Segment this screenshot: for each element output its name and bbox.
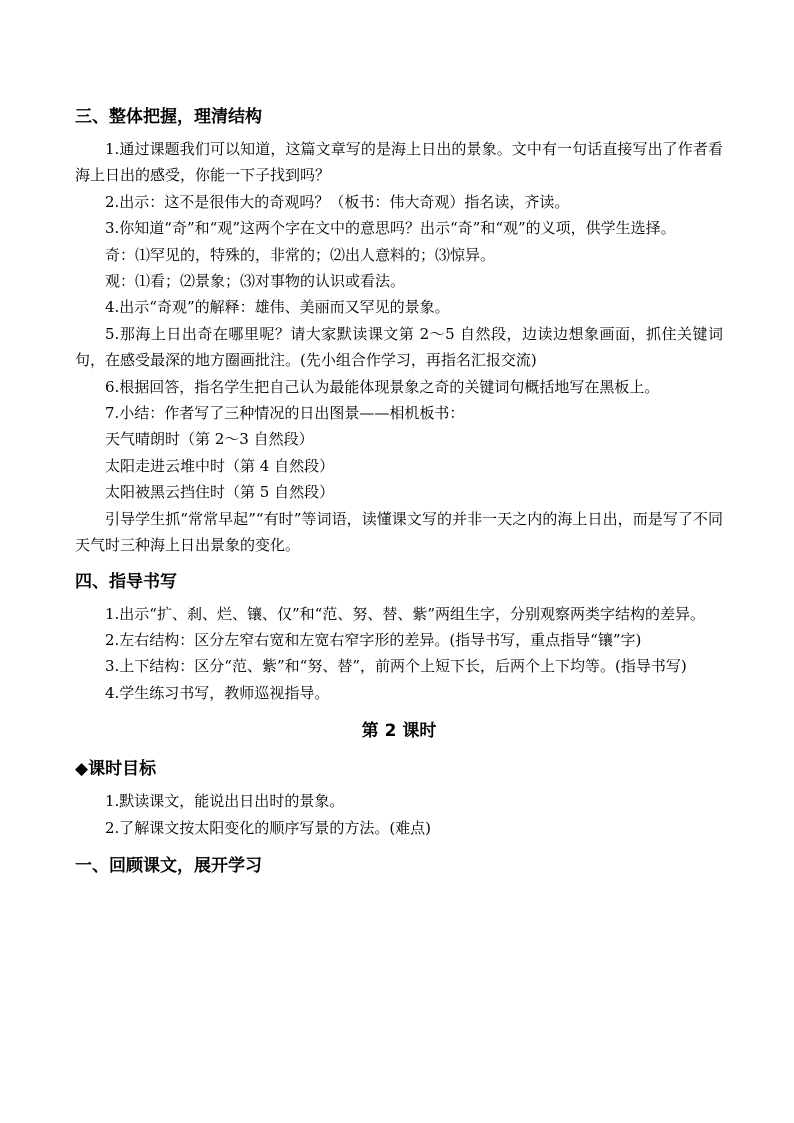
section-heading-3: 三、整体把握，理清结构 xyxy=(75,107,262,127)
paragraph: 2.出示：这不是很伟大的奇观吗？（板书：伟大奇观）指名读，齐读。 xyxy=(105,192,570,211)
paragraph: 天气晴朗时（第 2～3 自然段） xyxy=(105,430,314,449)
paragraph: 3.上下结构：区分“范、紫”和“努、替”，前两个上短下长，后两个上下均等。(指导书写) xyxy=(105,657,687,676)
paragraph: 1.通过课题我们可以知道，这篇文章写的是海上日出的景象。文中有一句话直接写出了作者看海上日出的感受，你能一下子找到吗？ xyxy=(75,140,723,185)
paragraph: 3.你知道“奇”和“观”这两个字在文中的意思吗？出示“奇”和“观”的义项，供学生选择。 xyxy=(105,219,676,238)
paragraph: 4.学生练习书写，教师巡视指导。 xyxy=(105,683,330,702)
paragraph: 引导学生抓“常常早起”“有时”等词语，读懂课文写的并非一天之内的海上日出，而是写了不同天气时三种海上日出景象的变化。 xyxy=(75,509,723,555)
paragraph: 奇：⑴罕见的，特殊的，非常的；⑵出人意料的；⑶惊异。 xyxy=(105,245,496,264)
paragraph: 4.出示“奇观”的解释：雄伟、美丽而又罕见的景象。 xyxy=(105,298,450,317)
goals-heading: ◆课时目标 xyxy=(75,759,157,780)
document-body xyxy=(75,104,723,879)
paragraph: 1.出示“扩、刹、烂、镶、仅”和“范、努、替、紫”两组生字，分别观察两类字结构的差异。 xyxy=(105,604,705,623)
paragraph: 2.左右结构：区分左窄右宽和左宽右窄字形的差异。(指导书写，重点指导“镶”字) xyxy=(105,630,642,649)
section-heading-4: 四、指导书写 xyxy=(75,571,177,592)
paragraph: 太阳被黑云挡住时（第 5 自然段） xyxy=(105,483,335,502)
paragraph: 6.根据回答，指名学生把自己认为最能体现景象之奇的关键词句概括地写在黑板上。 xyxy=(105,377,660,396)
goal-item: 1.默读课文，能说出日出时的景象。 xyxy=(105,792,345,811)
section-heading-review: 一、回顾课文，展开学习 xyxy=(75,855,262,876)
lesson-heading: 第 2 课时 xyxy=(361,721,437,742)
paragraph: 5.那海上日出奇在哪里呢？请大家默读课文第 2～5 自然段，边读边想象画面，抓住关键词句，在感受最深的地方圈画批注。(先小组合作学习，再指名汇报交流) xyxy=(75,324,723,370)
paragraph: 7.小结：作者写了三种情况的日出图景——相机板书： xyxy=(105,404,465,423)
paragraph: 太阳走进云堆中时（第 4 自然段） xyxy=(105,456,335,475)
goal-item: 2.了解课文按太阳变化的顺序写景的方法。(难点) xyxy=(105,818,432,837)
paragraph: 观：⑴看；⑵景象；⑶对事物的认识或看法。 xyxy=(105,272,406,291)
